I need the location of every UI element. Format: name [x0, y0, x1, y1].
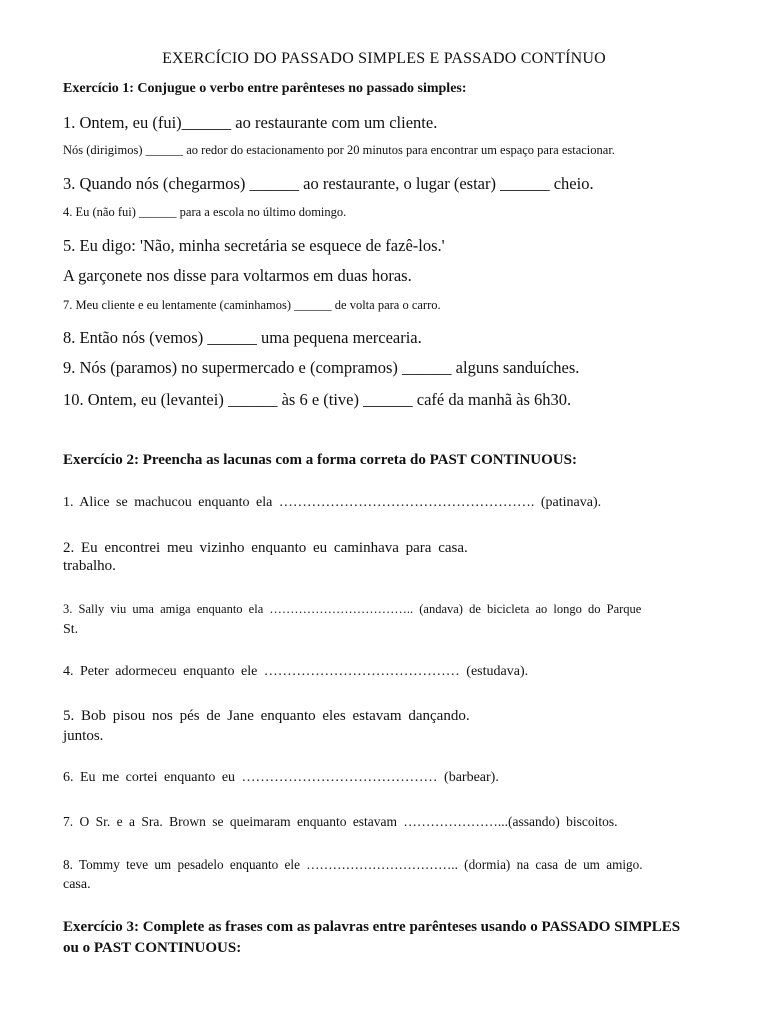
exercise-2-item: St.	[63, 622, 79, 637]
exercise-3-heading-continued: ou o PAST CONTINUOUS:	[63, 940, 242, 956]
exercise-2-item: 1. Alice se machucou enquanto ela ………………………………………………. (patinava).	[63, 495, 602, 510]
exercise-2-item: 3. Sally viu uma amiga enquanto ela …………………………….. (andava) de bicicleta ao longo do Parque	[63, 602, 642, 616]
exercise-1-item: 10. Ontem, eu (levantei) ______ às 6 e (tive) ______ café da manhã às 6h30.	[63, 390, 572, 409]
exercise-1-item: 9. Nós (paramos) no supermercado e (compramos) ______ alguns sanduíches.	[63, 358, 580, 377]
exercise-1-item: 8. Então nós (vemos) ______ uma pequena mercearia.	[63, 328, 422, 347]
exercise-1-item: 4. Eu (não fui) ______ para a escola no último domingo.	[63, 205, 347, 219]
exercise-2-item: 7. O Sr. e a Sra. Brown se queimaram enquanto estavam …………………...(assando) biscoitos.	[63, 814, 618, 829]
exercise-1-item: 7. Meu cliente e eu lentamente (caminhamos) ______ de volta para o carro.	[63, 298, 441, 312]
exercise-2-item: trabalho.	[63, 558, 116, 574]
exercise-2-item: 5. Bob pisou nos pés de Jane enquanto eles estavam dançando.	[63, 708, 470, 724]
exercise-3-heading: Exercício 3: Complete as frases com as palavras entre parênteses usando o PASSADO SIMPLES	[63, 919, 681, 935]
exercise-2-item: 2. Eu encontrei meu vizinho enquanto eu caminhava para casa.	[63, 540, 468, 556]
exercise-1-heading: Exercício 1: Conjugue o verbo entre parênteses no passado simples:	[63, 81, 467, 96]
exercise-2-item: 4. Peter adormeceu enquanto ele …………………………………… (estudava).	[63, 664, 529, 679]
exercise-2-item: juntos.	[63, 728, 104, 744]
exercise-1-item: A garçonete nos disse para voltarmos em duas horas.	[63, 266, 412, 285]
exercise-2-item: 8. Tommy teve um pesadelo enquanto ele …………………………….. (dormia) na casa de um amigo.	[63, 857, 643, 872]
exercise-1-item: 5. Eu digo: 'Não, minha secretária se esquece de fazê-los.'	[63, 236, 445, 255]
exercise-2-item: 6. Eu me cortei enquanto eu …………………………………… (barbear).	[63, 770, 499, 785]
exercise-1-item: Nós (dirigimos) ______ ao redor do estacionamento por 20 minutos para encontrar um espaço para estacionar.	[63, 143, 615, 157]
document-title: EXERCÍCIO DO PASSADO SIMPLES E PASSADO CONTÍNUO	[162, 50, 606, 67]
exercise-2-heading: Exercício 2: Preencha as lacunas com a forma correta do PAST CONTINUOUS:	[63, 452, 577, 468]
exercise-2-item: casa.	[63, 877, 91, 892]
exercise-1-item: 1. Ontem, eu (fui)______ ao restaurante com um cliente.	[63, 113, 438, 132]
exercise-1-item: 3. Quando nós (chegarmos) ______ ao restaurante, o lugar (estar) ______ cheio.	[63, 174, 594, 193]
